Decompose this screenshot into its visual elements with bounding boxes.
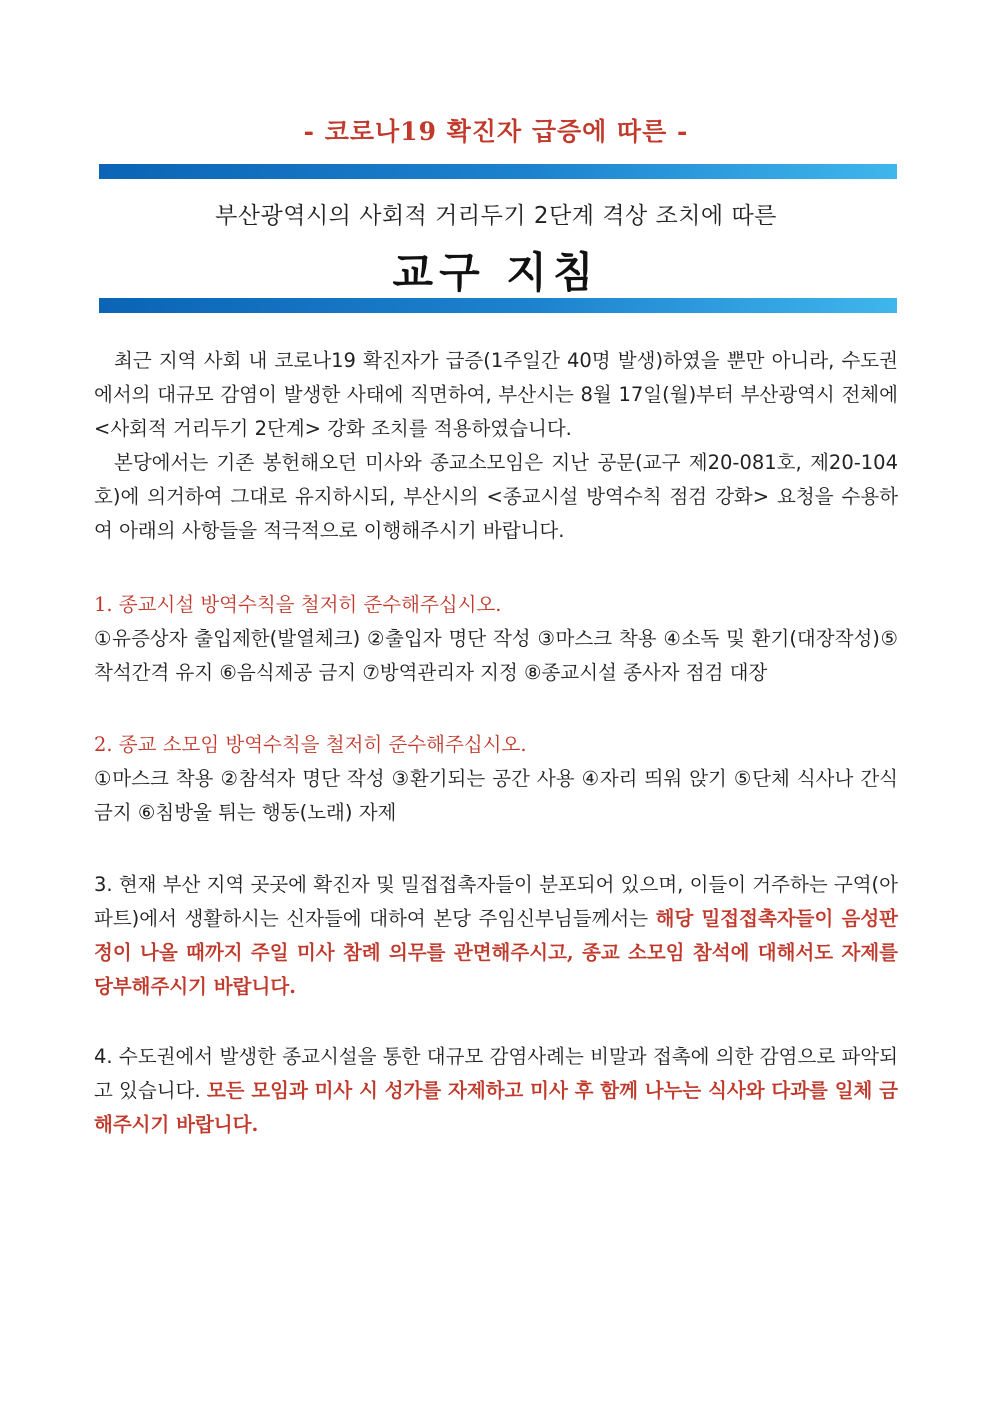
section-4 (94, 1040, 898, 1142)
section-3-highlight: 해당 밀접접촉자들이 음성판정이 나올 때까지 주일 미사 참례 의무를 관면해주시고, 종교 소모임 참석에 대해서도 자제를 당부해주시기 바랍니다. (94, 907, 898, 998)
intro-paragraph-1: 최근 지역 사회 내 코로나19 확진자가 급증(1주일간 40명 발생)하였을 뿐만 아니라, 수도권에서의 대규모 감염이 발생한 사태에 직면하여, 부산시는 8월 17일(월)부터 부산광역시 전체에 <사회적 거리두기 2단계> 강화 조치를 적용하였습니다. (94, 349, 898, 440)
section-3-text: 3. 현재 부산 지역 곳곳에 확진자 및 밀접접촉자들이 분포되어 있으며, 이들이 거주하는 구역(아파트)에서 생활하시는 신자들에 대하여 본당 주임신부님들께서는 (94, 873, 898, 930)
document-headline: 부산광역시의 사회적 거리두기 2단계 격상 조치에 따른 (215, 203, 777, 229)
intro-paragraph-2: 본당에서는 기존 봉헌해오던 미사와 종교소모임은 지난 공문(교구 제20-081호, 제20-104호)에 의거하여 그대로 유지하시되, 부산시의 <종교시설 방역수칙 점검 강화> 요청을 수용하여 아래의 사항들을 적극적으로 이행해주시기 바랍니다. (94, 451, 898, 542)
section-2 (94, 728, 898, 830)
section-1-heading: 1. 종교시설 방역수칙을 철저히 준수해주십시오. (94, 593, 502, 616)
section-4-highlight: 모든 모임과 미사 시 성가를 자제하고 미사 후 함께 나누는 식사와 다과를 일체 금해주시기 바랍니다. (94, 1079, 899, 1136)
intro-section (94, 344, 898, 548)
bottom-divider-bar (99, 298, 897, 313)
section-3 (94, 868, 898, 1004)
section-2-heading: 2. 종교 소모임 방역수칙을 철저히 준수해주십시오. (94, 733, 527, 756)
section-1 (94, 588, 898, 690)
section-3-paragraph (94, 868, 898, 1004)
document-title: 교구 지침 (392, 248, 600, 297)
section-4-paragraph (94, 1040, 898, 1142)
document-subtitle: - 코로나19 확진자 급증에 따른 - (303, 117, 689, 146)
section-1-body: ①유증상자 출입제한(발열체크) ②출입자 명단 작성 ③마스크 착용 ④소독 및 환기(대장작성)⑤착석간격 유지 ⑥음식제공 금지 ⑦방역관리자 지정 ⑧종교시설 종사자 점검 대장 (94, 627, 898, 684)
section-4-text: 4. 수도권에서 발생한 종교시설을 통한 대규모 감염사례는 비말과 접촉에 의한 감염으로 파악되고 있습니다. (94, 1045, 898, 1102)
section-2-body: ①마스크 착용 ②참석자 명단 작성 ③환기되는 공간 사용 ④자리 띄워 앉기 ⑤단체 식사나 간식 금지 ⑥침방울 튀는 행동(노래) 자제 (94, 767, 898, 824)
top-divider-bar (99, 164, 897, 179)
